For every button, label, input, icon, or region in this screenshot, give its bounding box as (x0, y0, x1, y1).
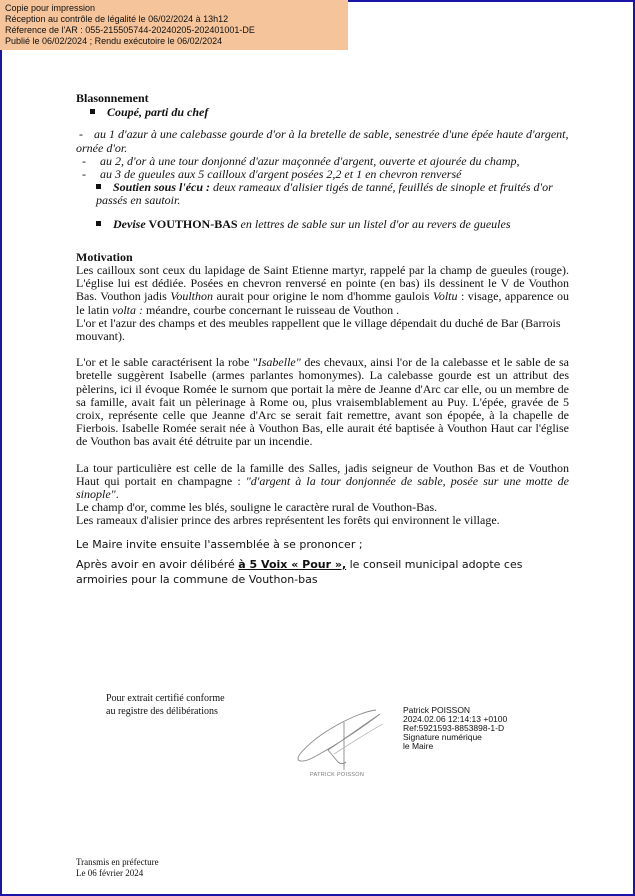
motivation-paragraph: Les rameaux d'alisier prince des arbres représentent les forêts qui environnent le village. (76, 513, 500, 528)
blason-title: Coupé, parti du chef (76, 106, 569, 119)
soutien-item: Soutien sous l'écu : deux rameaux d'alisier tigés de tanné, feuillés de sinople et fruités d'or passés en sautoir. (96, 180, 553, 208)
motivation-paragraph: La tour particulière est celle de la famille des Salles, jadis seigneur de Vouthon Bas et de Vouthon Haut qui portait en champagne : "d'argent à la tour donjonnée de sable, posée sur une motte de sinople". (76, 460, 569, 502)
motivation-heading: Motivation (76, 249, 133, 264)
transmission-note: Transmis en préfecture Le 06 février 2024 (76, 857, 159, 878)
signature-caption: PATRICK POISSON (310, 772, 365, 778)
vote-count: à 5 Voix « Pour », (238, 557, 347, 571)
motivation-paragraph: Le champ d'or, comme les blés, souligne le caractère rural de Vouthon-Bas. (76, 500, 438, 515)
devise-item: Devise VOUTHON-BAS en lettres de sable sur un listel d'or au revers de gueules (76, 218, 569, 231)
handwritten-signature-icon (288, 702, 393, 782)
stamp-line: Copie pour impression (5, 3, 96, 13)
legality-stamp (0, 0, 348, 50)
stamp-line: Réception au contrôle de légalité le 06/02/2024 à 13h12 (5, 14, 229, 24)
blasonnement-heading: Blasonnement (76, 91, 149, 105)
motivation-paragraph: Les cailloux sont ceux du lapidage de Saint Etienne martyr, rappelé par la champ de gueules (rouge). L'église lui est dédiée. Posées en chevron renversé en pointe (en bas) ils dessinent le V de Vouthon Bas. Vouthon jadis Voulthon aurait pour origine le nom d'homme gaulois Voltu : visage, apparence ou le latin volta : méandre, courbe concernant le ruisseau de Vouthon . (76, 263, 569, 317)
document-body (76, 92, 569, 587)
bullet-icon (96, 184, 101, 189)
mayor-invitation: Le Maire invite ensuite l'assemblée à se prononcer ; (76, 537, 363, 551)
bullet-icon (90, 109, 95, 114)
certification: Pour extrait certifié conforme au registre des délibérations (106, 693, 225, 717)
stamp-line: Publié le 06/02/2024 ; Rendu exécutoire le 06/02/2024 (5, 36, 223, 46)
motivation-paragraph: L'or et le sable caractérisent la robe "Isabelle" des chevaux, ainsi l'or de la calebasse et le sable de sa bretelle suggèrent Isabelle (armes parlantes homonymes). La calebasse gourde est un attribut des pèlerins, ici il évoque Romée le surnom que portait la mère de Jeanne d'Arc car elle, ou un membre de sa famille, avait fait un pèlerinage à Rome ou, plus vraisemblablement au Puy. L'épée, gravée de 5 croix, représente celle que Jeanne d'Arc se serait fait remettre, avant son épopée, à la chapelle de Fierbois. Isabelle Romée serait née à Vouthon Bas, elle aurait été baptisée à Vouthon Haut car l'église de Vouthon bas avait été détruite par un incendie. (76, 355, 569, 449)
digital-signature: Patrick POISSON 2024.02.06 12:14:13 +0100 Ref:5921593-8853898-1-D Signature numérique le Maire (403, 705, 508, 751)
bullet-icon (96, 221, 101, 226)
motivation-paragraph: L'or et l'azur des champs et des meubles rappellent que le village dépendait du duché de Bar (Barrois mouvant). (76, 315, 561, 344)
blason-item: - au 2, d'or à une tour donjonné d'azur maçonnée d'argent, ouverte et ajourée du champ, (82, 153, 520, 168)
vote-result: Après avoir en avoir délibéré à 5 Voix « Pour », le conseil municipal adopte ces armoiries pour la commune de Vouthon-bas (76, 557, 523, 586)
stamp-line: Réference de l'AR : 055-215505744-20240205-202401001-DE (5, 25, 255, 35)
blason-item: - au 1 d'azur à une calebasse gourde d'or à la bretelle de sable, senestrée d'une épée haute d'argent, ornée d'or. (76, 127, 569, 155)
blason-item: - au 3 de gueules aux 5 cailloux d'argent posées 2,2 et 1 en chevron renversé (82, 167, 462, 182)
